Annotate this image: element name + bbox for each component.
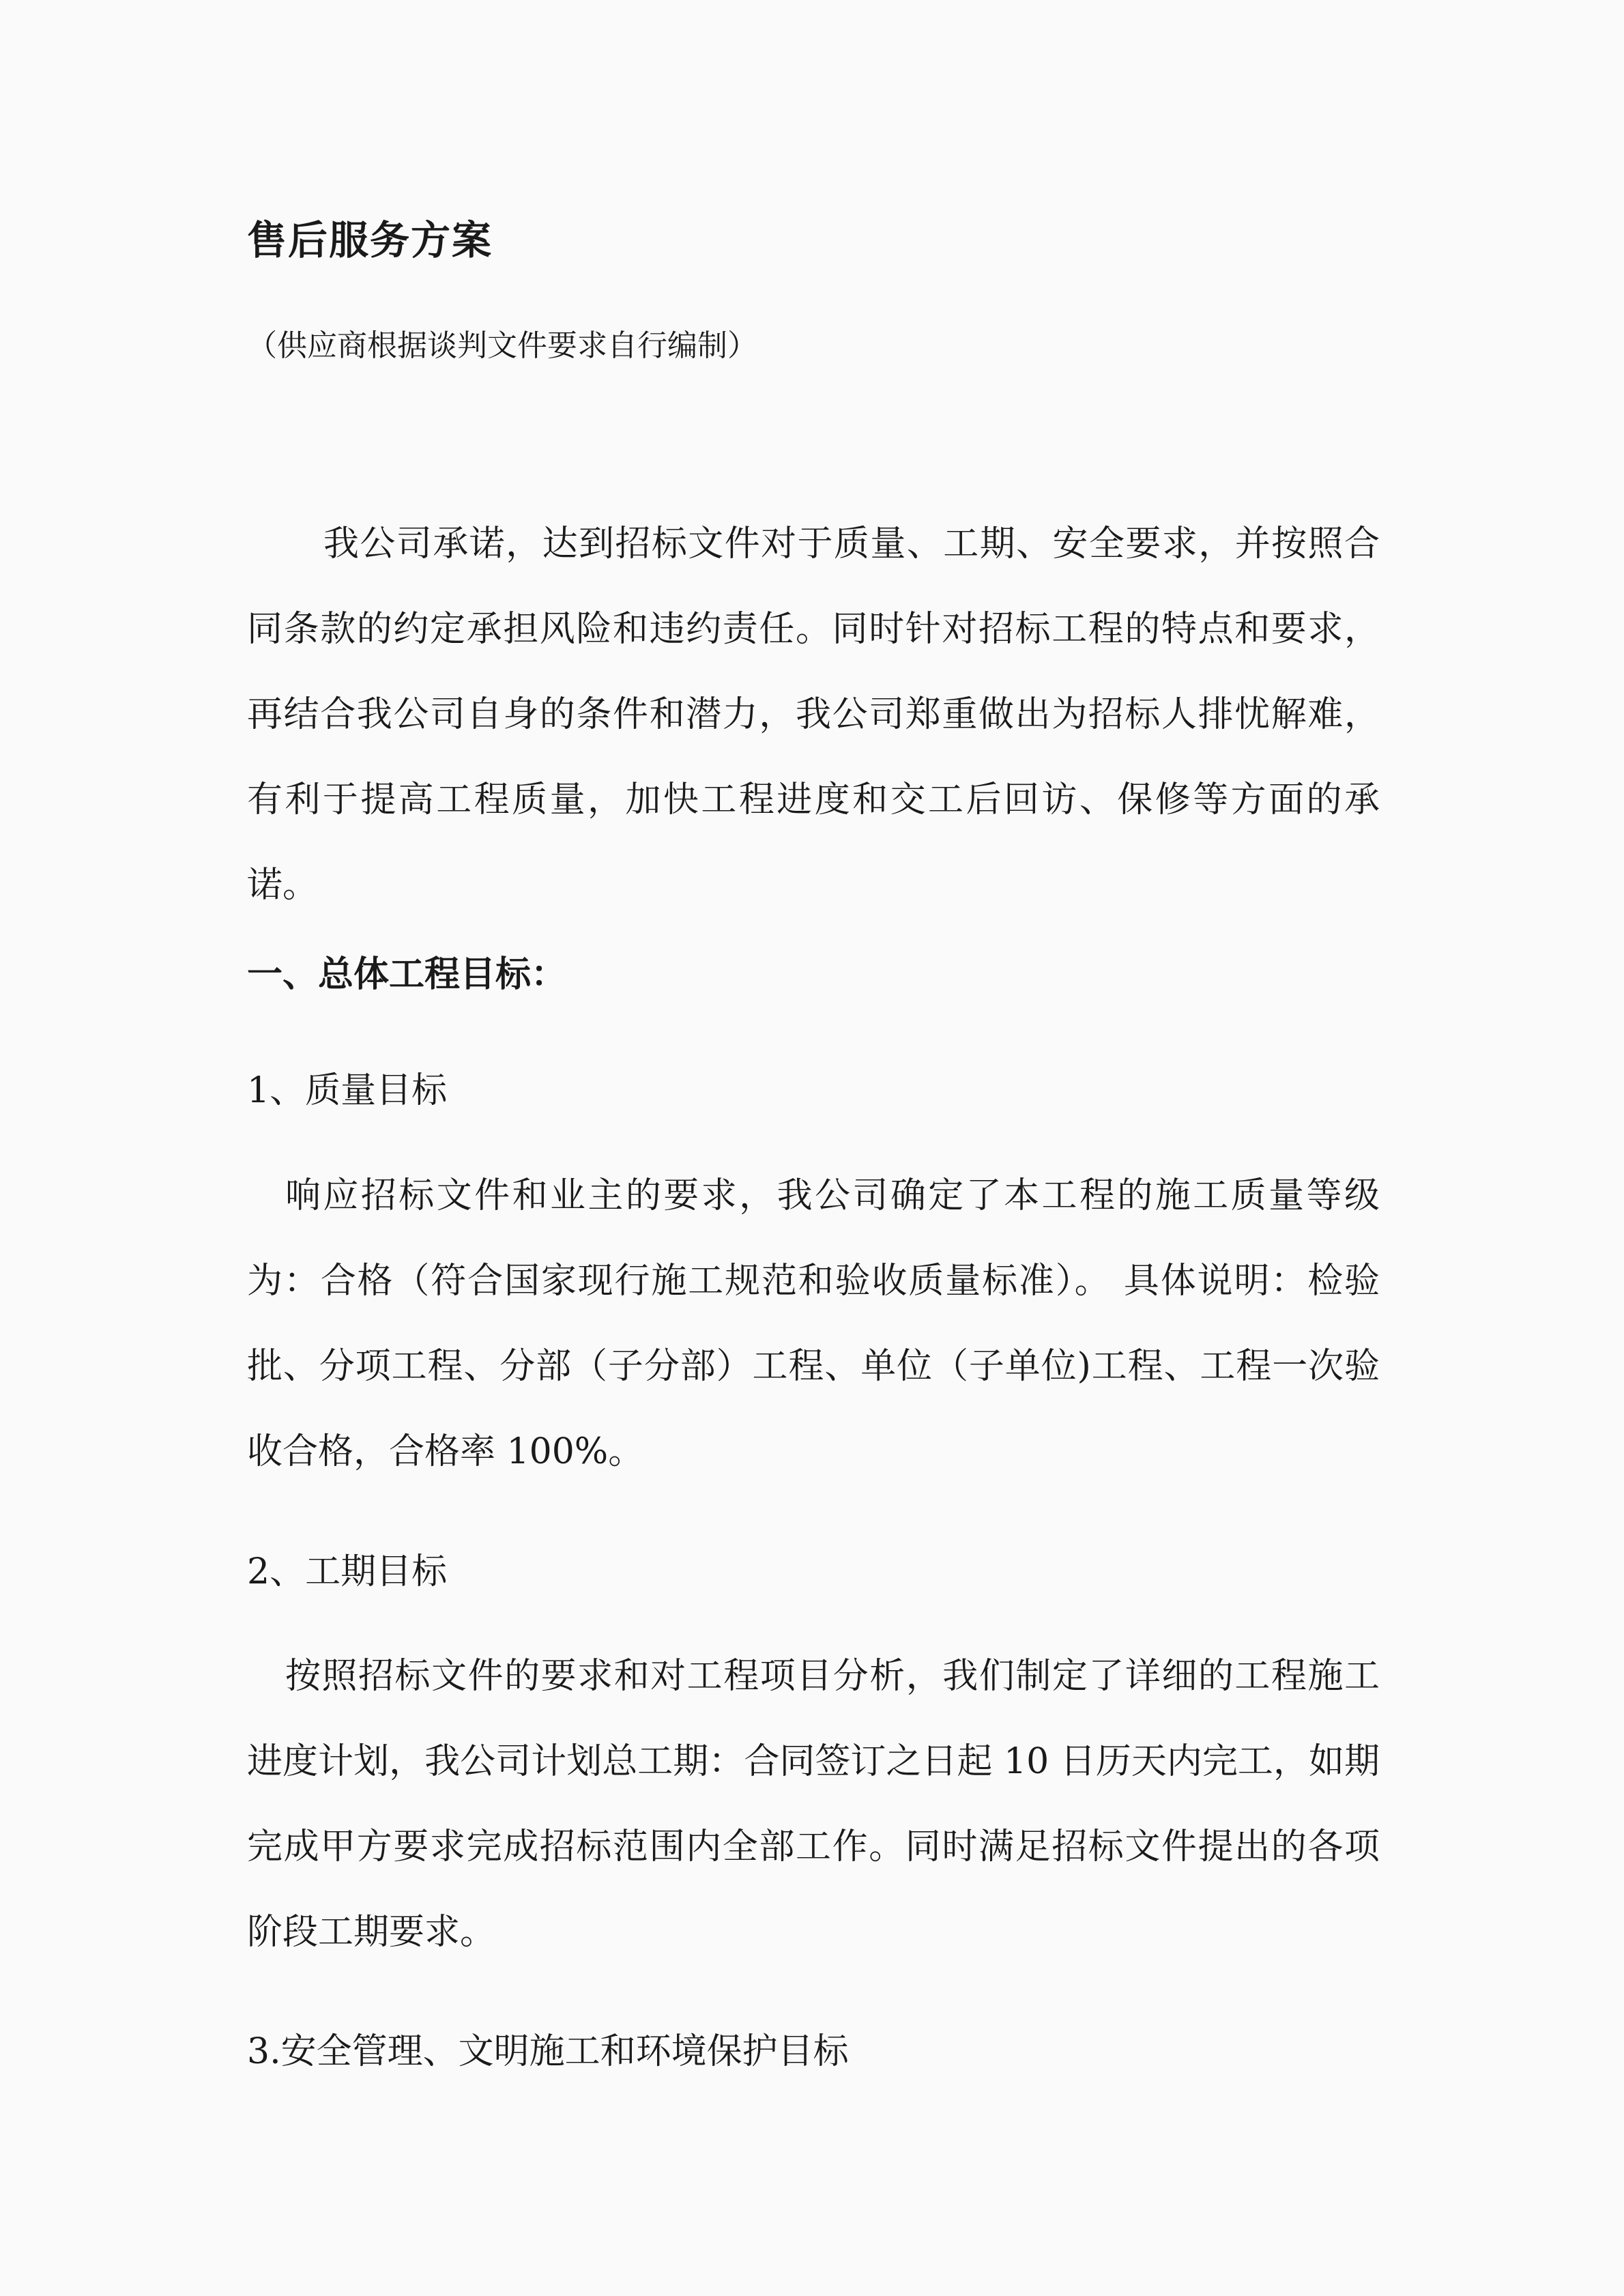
item-quality-title: 1、质量目标 (247, 1070, 448, 1111)
document-title: 售后服务方案 (247, 217, 493, 263)
item-quality-body: 响应招标文件和业主的要求，我公司确定了本工程的施工质量等级为：合格（符合国家现行施工规范和验收质量标准）。 具体说明：检验批、分项工程、分部（子分部）工程、单位（子单位)工程、工程一次验收合格，合格率 100%。 (247, 1175, 1380, 1472)
item-safety-title: 3.安全管理、文明施工和环境保护目标 (247, 2031, 849, 2072)
intro-paragraph: 我公司承诺，达到招标文件对于质量、工期、安全要求，并按照合同条款的约定承担风险和违约责任。同时针对招标工程的特点和要求，再结合我公司自身的条件和潜力，我公司郑重做出为招标人排忧解难，有利于提高工程质量，加快工程进度和交工后回访、保修等方面的承诺。 (247, 523, 1380, 906)
document-subtitle: （供应商根据谈判文件要求自行编制） (247, 328, 757, 363)
section-heading-overall-goals: 一、总体工程目标： (247, 954, 567, 995)
item-schedule-body: 按照招标文件的要求和对工程项目分析，我们制定了详细的工程施工进度计划，我公司计划总工期：合同签订之日起 10 日历天内完工，如期完成甲方要求完成招标范围内全部工作。同时满足招标文件提出的各项阶段工期要求。 (247, 1656, 1380, 1953)
item-schedule-title: 2、工期目标 (247, 1551, 448, 1592)
